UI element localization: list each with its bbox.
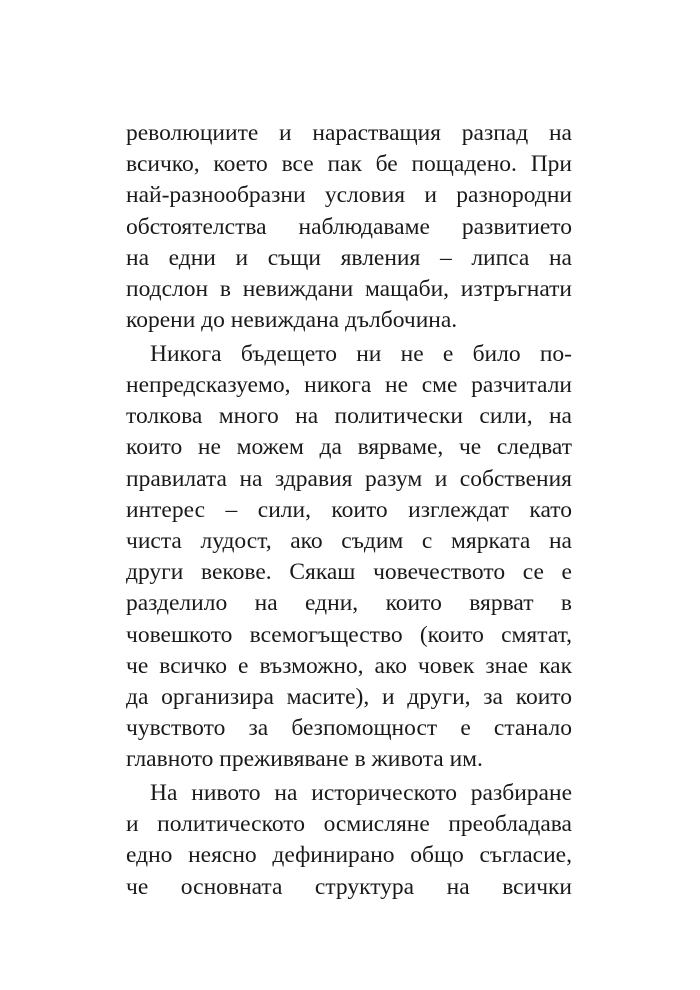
paragraph-3 xyxy=(126,778,572,903)
text-line: толкова много на политически сили, на xyxy=(126,403,572,430)
text-line: човешкото всемогъщество (които смятат, xyxy=(126,621,572,648)
text-line: На нивото на историческото разбиране xyxy=(150,779,572,806)
text-line: главното преживяване в живота им. xyxy=(126,746,483,773)
text-line: непредсказуемо, никога не сме разчитали xyxy=(126,372,572,398)
text-line: корени до невиждана дълбочина. xyxy=(126,307,458,334)
text-line: революциите и нарастващия разпад на xyxy=(126,120,572,146)
text-line: че основната структура на всички xyxy=(126,873,572,900)
text-line: на едни и същи явления – липса на xyxy=(126,244,572,271)
text-line: да организира масите), и други, за които xyxy=(126,683,572,710)
text-line: и политическото осмисляне преобладава xyxy=(126,811,572,838)
text-line: разделило на едни, които вярват в xyxy=(126,590,572,617)
text-line: обстоятелства наблюдаваме развитието xyxy=(126,213,572,240)
text-line: които не можем да вярваме, че следват xyxy=(126,434,572,461)
text-line: правилата на здравия разум и собствения xyxy=(126,465,572,492)
paragraph-1 xyxy=(126,118,572,336)
body-text xyxy=(126,118,572,903)
text-line: всичко, което все пак бе пощадено. При xyxy=(126,151,572,178)
paragraph-2 xyxy=(126,339,572,776)
text-line: други векове. Сякаш човечеството се е xyxy=(126,559,572,586)
text-line: най-разнообразни условия и разнородни xyxy=(126,182,572,209)
text-line: че всичко е възможно, ако човек знае как xyxy=(126,652,572,679)
text-line: едно неясно дефинирано общо съгласие, xyxy=(126,842,572,869)
text-line: подслон в невиждани мащаби, изтръгнати xyxy=(126,275,572,302)
text-line: Никога бъдещето ни не е било по- xyxy=(150,340,572,367)
text-line: чувството за безпомощност е станало xyxy=(126,715,572,742)
text-line: интерес – сили, които изглеждат като xyxy=(126,496,572,523)
text-line: чиста лудост, ако съдим с мярката на xyxy=(126,527,572,554)
